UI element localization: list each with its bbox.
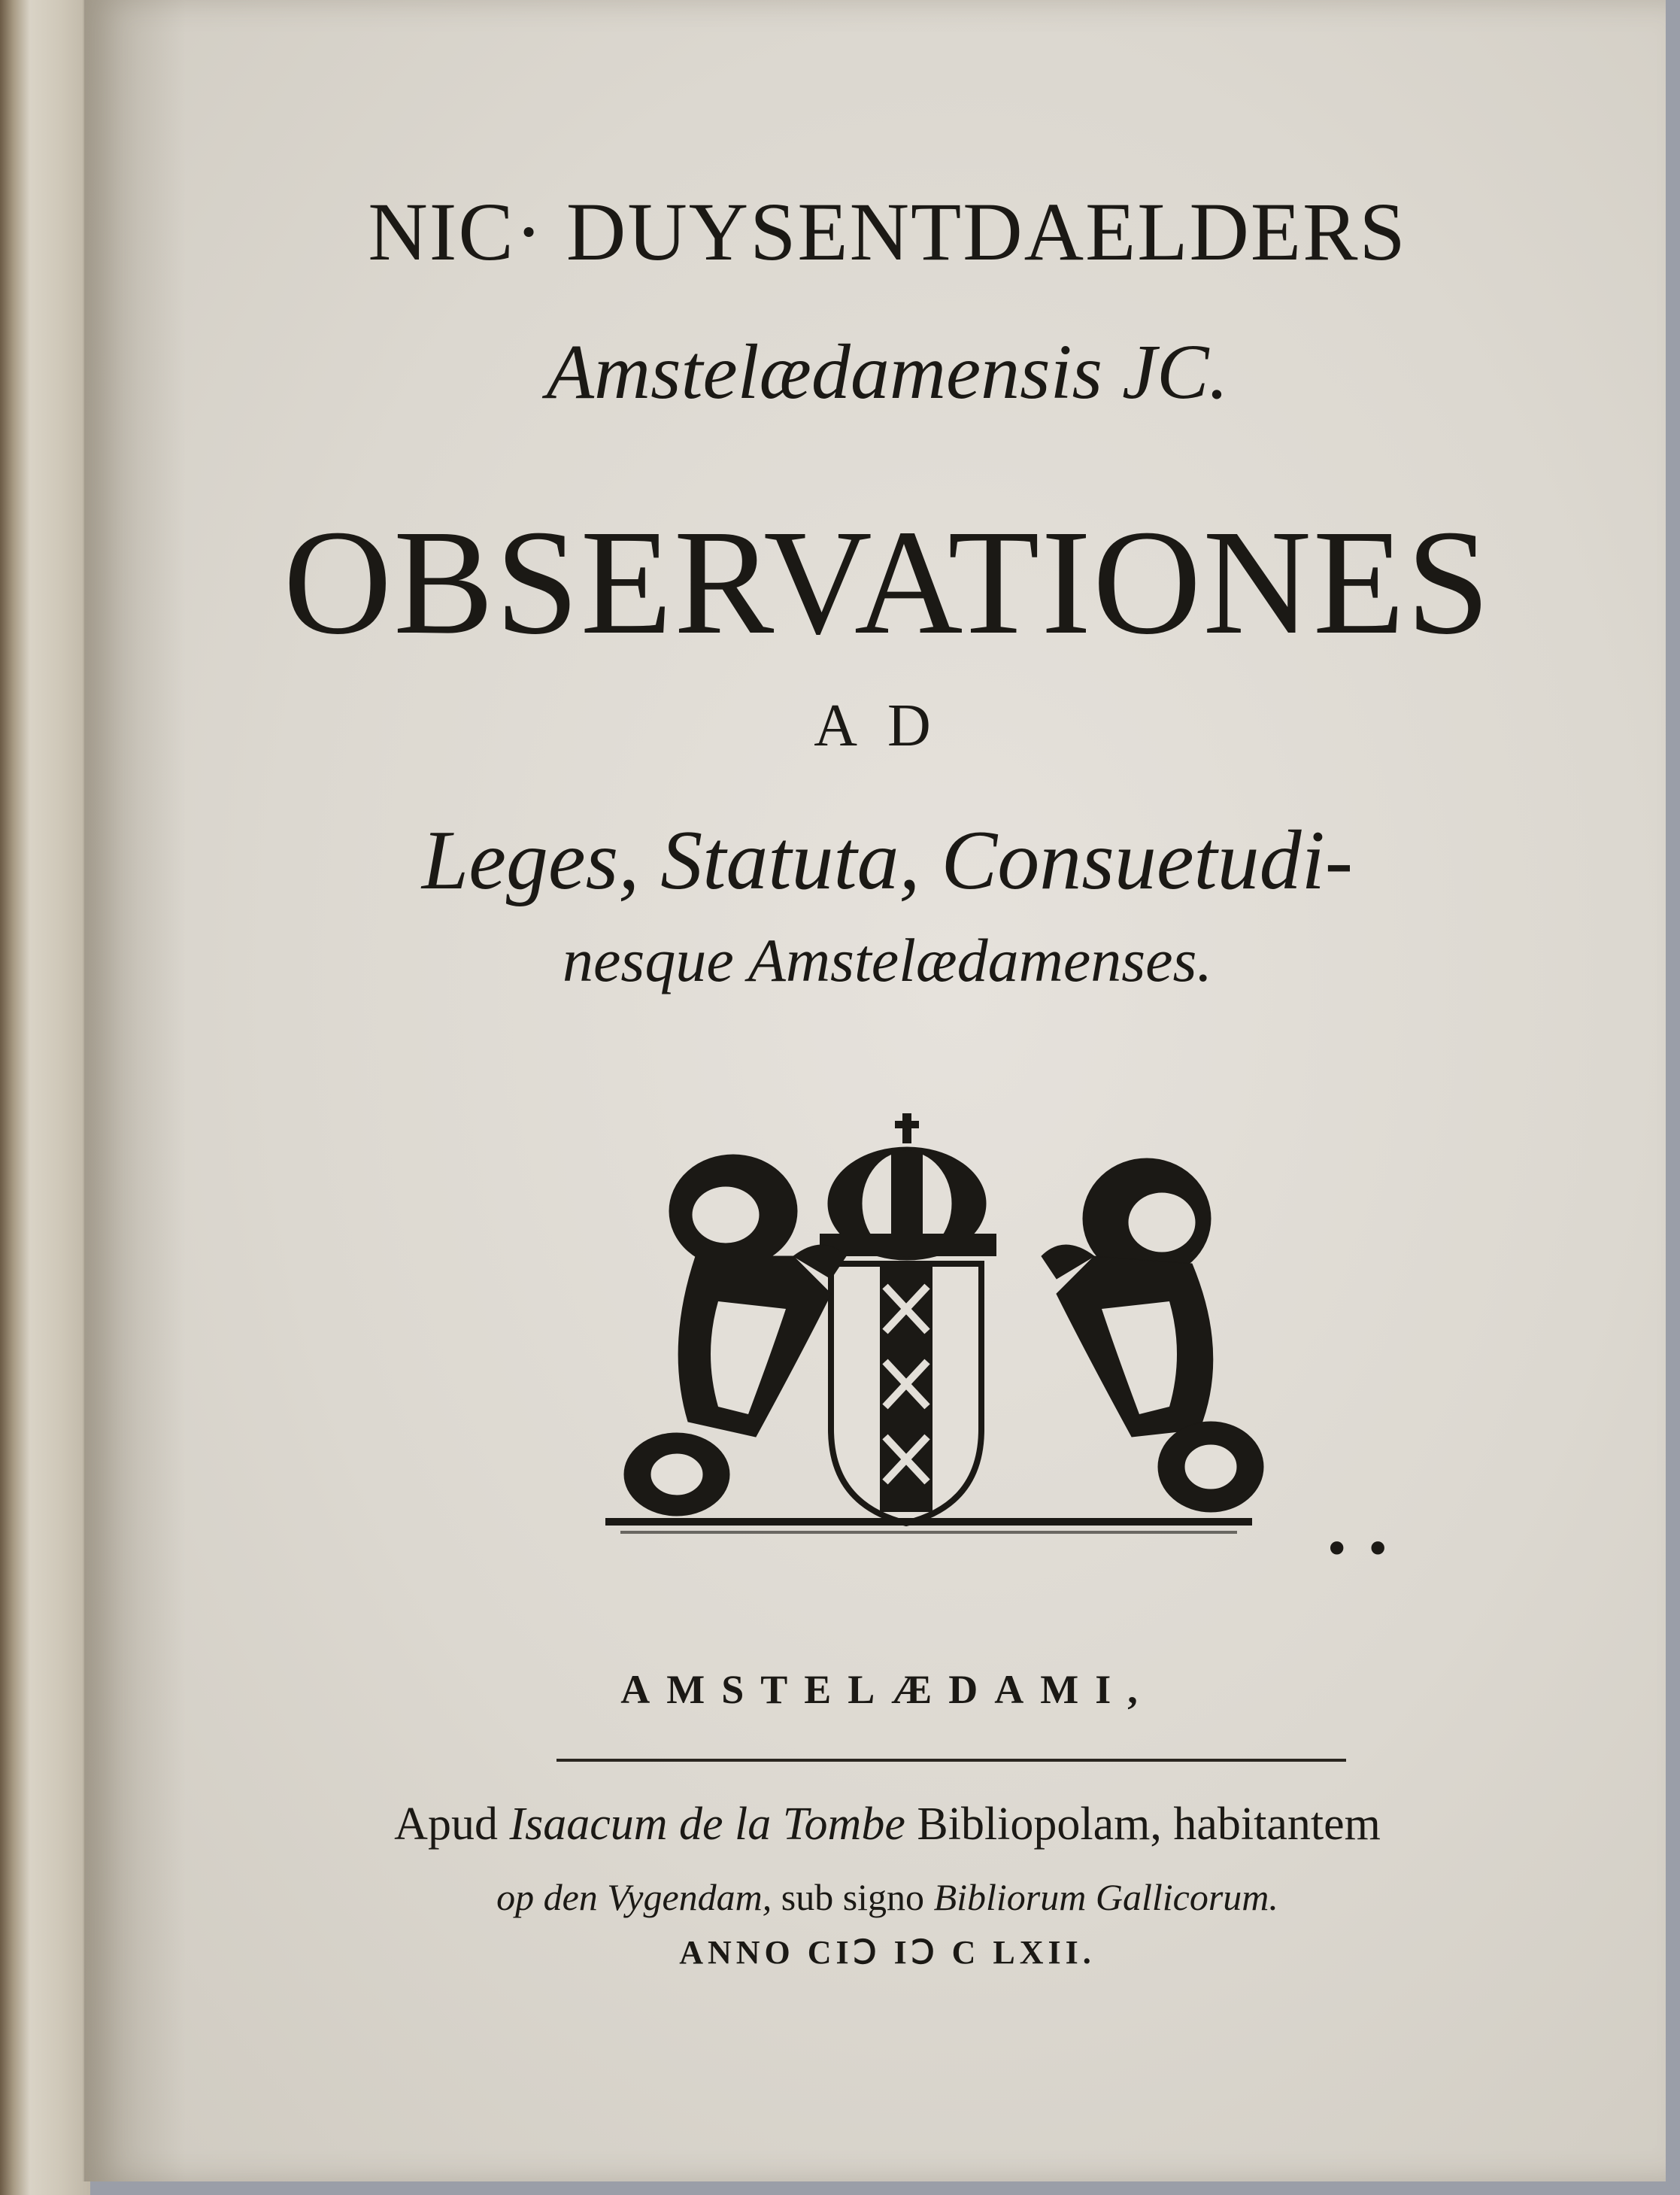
publication-year: ANNO CIↃ IↃ C LXII. [679,1934,1096,1971]
imprint-street: op den Vygendam, [496,1876,772,1918]
book-spine [0,0,90,2195]
subject-line-2: nesque Amstelædamenses. [563,926,1212,994]
imprint-rest: Bibliopolam, habitantem [917,1799,1381,1850]
imprint-line-2 [173,1875,1602,1919]
imprint-line-1 [173,1798,1602,1851]
imprint-rule [556,1759,1346,1762]
subject-line-1: Leges, Statuta, Consuetudi- [421,814,1354,907]
coat-of-arms-icon [605,1106,1282,1542]
book-title: OBSERVATIONES [283,499,1492,666]
imprint-printer: Isaacum de la Tombe [509,1799,905,1850]
author-city: Amstelædamensis JC. [546,329,1229,415]
imprint-apud: Apud [394,1799,498,1850]
author-name: NIC· DUYSENTDAELDERS [368,186,1407,278]
ornament-dots: • • [1324,1523,1391,1576]
title-connector: AD [814,693,961,759]
page-gutter [83,0,186,2181]
imprint-sign: sub signo [781,1876,925,1918]
imprint-place: AMSTELÆDAMI, [620,1667,1154,1712]
imprint-sign-name: Bibliorum Gallicorum. [933,1876,1278,1918]
